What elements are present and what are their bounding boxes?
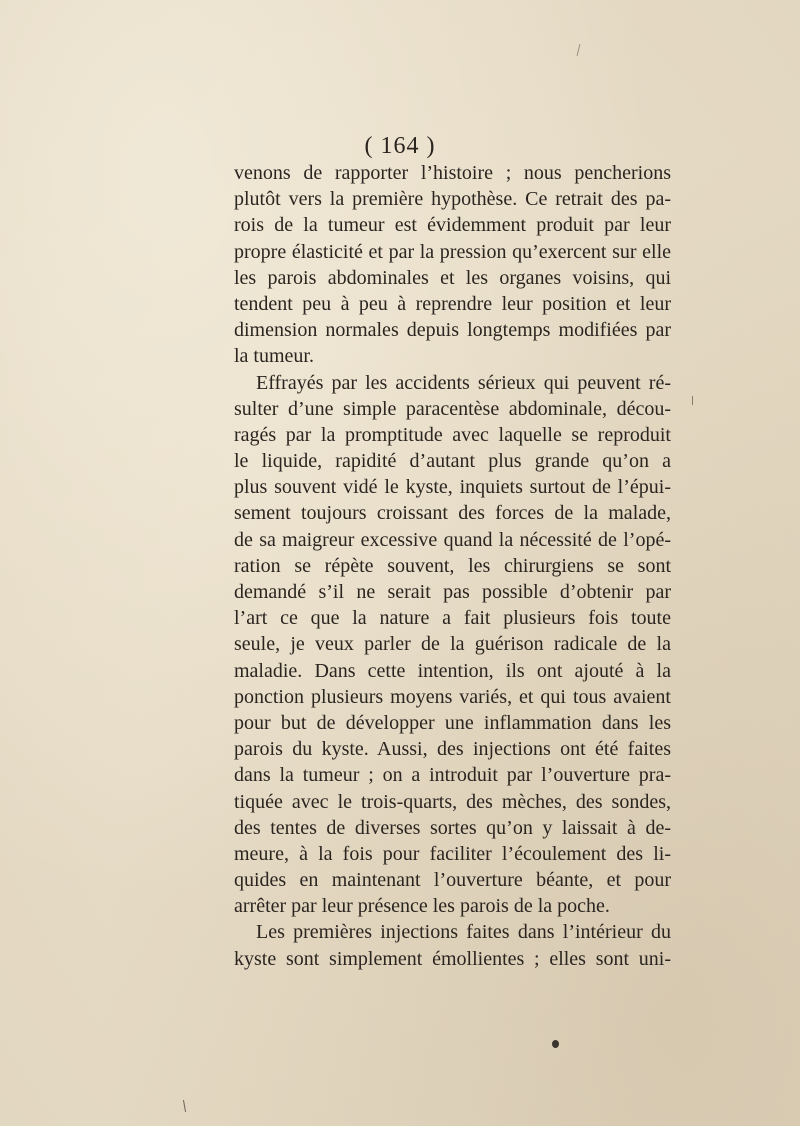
text-line: demandé s’il ne serait pas possible d’obtenir par — [234, 581, 671, 603]
paragraph-start-line: Les premières injections faites dans l’intérieur du — [256, 921, 671, 944]
text-line: kyste sont simplement émollientes ; elles sont uni- — [234, 947, 671, 970]
page-number: ( 164 ) — [364, 133, 436, 159]
text-line: sement toujours croissant des forces de la malade, — [234, 502, 671, 525]
text-line: ragés par la promptitude avec laquelle se reproduit — [234, 423, 671, 446]
text-line: des tentes de diverses sortes qu’on y laissait à de- — [234, 816, 671, 839]
text-line: plutôt vers la première hypothèse. Ce retrait des pa- — [234, 188, 671, 211]
text-line: ration se répète souvent, les chirurgiens se sont — [234, 554, 671, 577]
text-line: pour but de développer une inflammation dans les — [234, 711, 671, 734]
text-line: la tumeur. — [234, 345, 314, 368]
paper-mark — [692, 396, 693, 405]
text-line: sulter d’une simple paracentèse abdominale, décou- — [234, 397, 671, 420]
text-line: seule, je veux parler de la guérison radicale de la — [234, 633, 671, 656]
text-line: ponction plusieurs moyens variés, et qui tous avaient — [234, 685, 671, 708]
ink-spot — [552, 1040, 559, 1048]
text-line: quides en maintenant l’ouverture béante, et pour — [234, 869, 671, 892]
paper-mark — [577, 44, 581, 56]
body-text — [234, 160, 671, 972]
text-line: l’art ce que la nature a fait plusieurs fois toute — [234, 607, 671, 630]
text-line: maladie. Dans cette intention, ils ont ajouté à la — [234, 659, 671, 682]
text-line: rois de la tumeur est évidemment produit par leur — [234, 214, 671, 237]
paragraph-start-line: Effrayés par les accidents sérieux qui peuvent ré- — [256, 371, 671, 394]
text-line: dimension normales depuis longtemps modifiées par — [234, 319, 671, 342]
text-line: propre élasticité et par la pression qu’exercent sur elle — [234, 240, 671, 263]
text-line: meure, à la fois pour faciliter l’écoulement des li- — [234, 842, 671, 865]
text-line: venons de rapporter l’histoire ; nous pencherions — [234, 162, 671, 184]
text-line: arrêter par leur présence les parois de la poche. — [234, 895, 610, 918]
text-line: parois du kyste. Aussi, des injections ont été faites — [234, 738, 671, 761]
text-line: les parois abdominales et les organes voisins, qui — [234, 266, 671, 289]
text-line: tendent peu à peu à reprendre leur position et leur — [234, 292, 671, 315]
text-line: tiquée avec le trois-quarts, des mèches, des sondes, — [234, 790, 671, 813]
paper-mark — [183, 1100, 186, 1112]
text-line: le liquide, rapidité d’autant plus grande qu’on a — [234, 450, 671, 473]
text-line: dans la tumeur ; on a introduit par l’ouverture pra- — [234, 764, 671, 787]
text-line: plus souvent vidé le kyste, inquiets surtout de l’épui- — [234, 476, 671, 499]
text-line: de sa maigreur excessive quand la nécessité de l’opé- — [234, 528, 671, 551]
